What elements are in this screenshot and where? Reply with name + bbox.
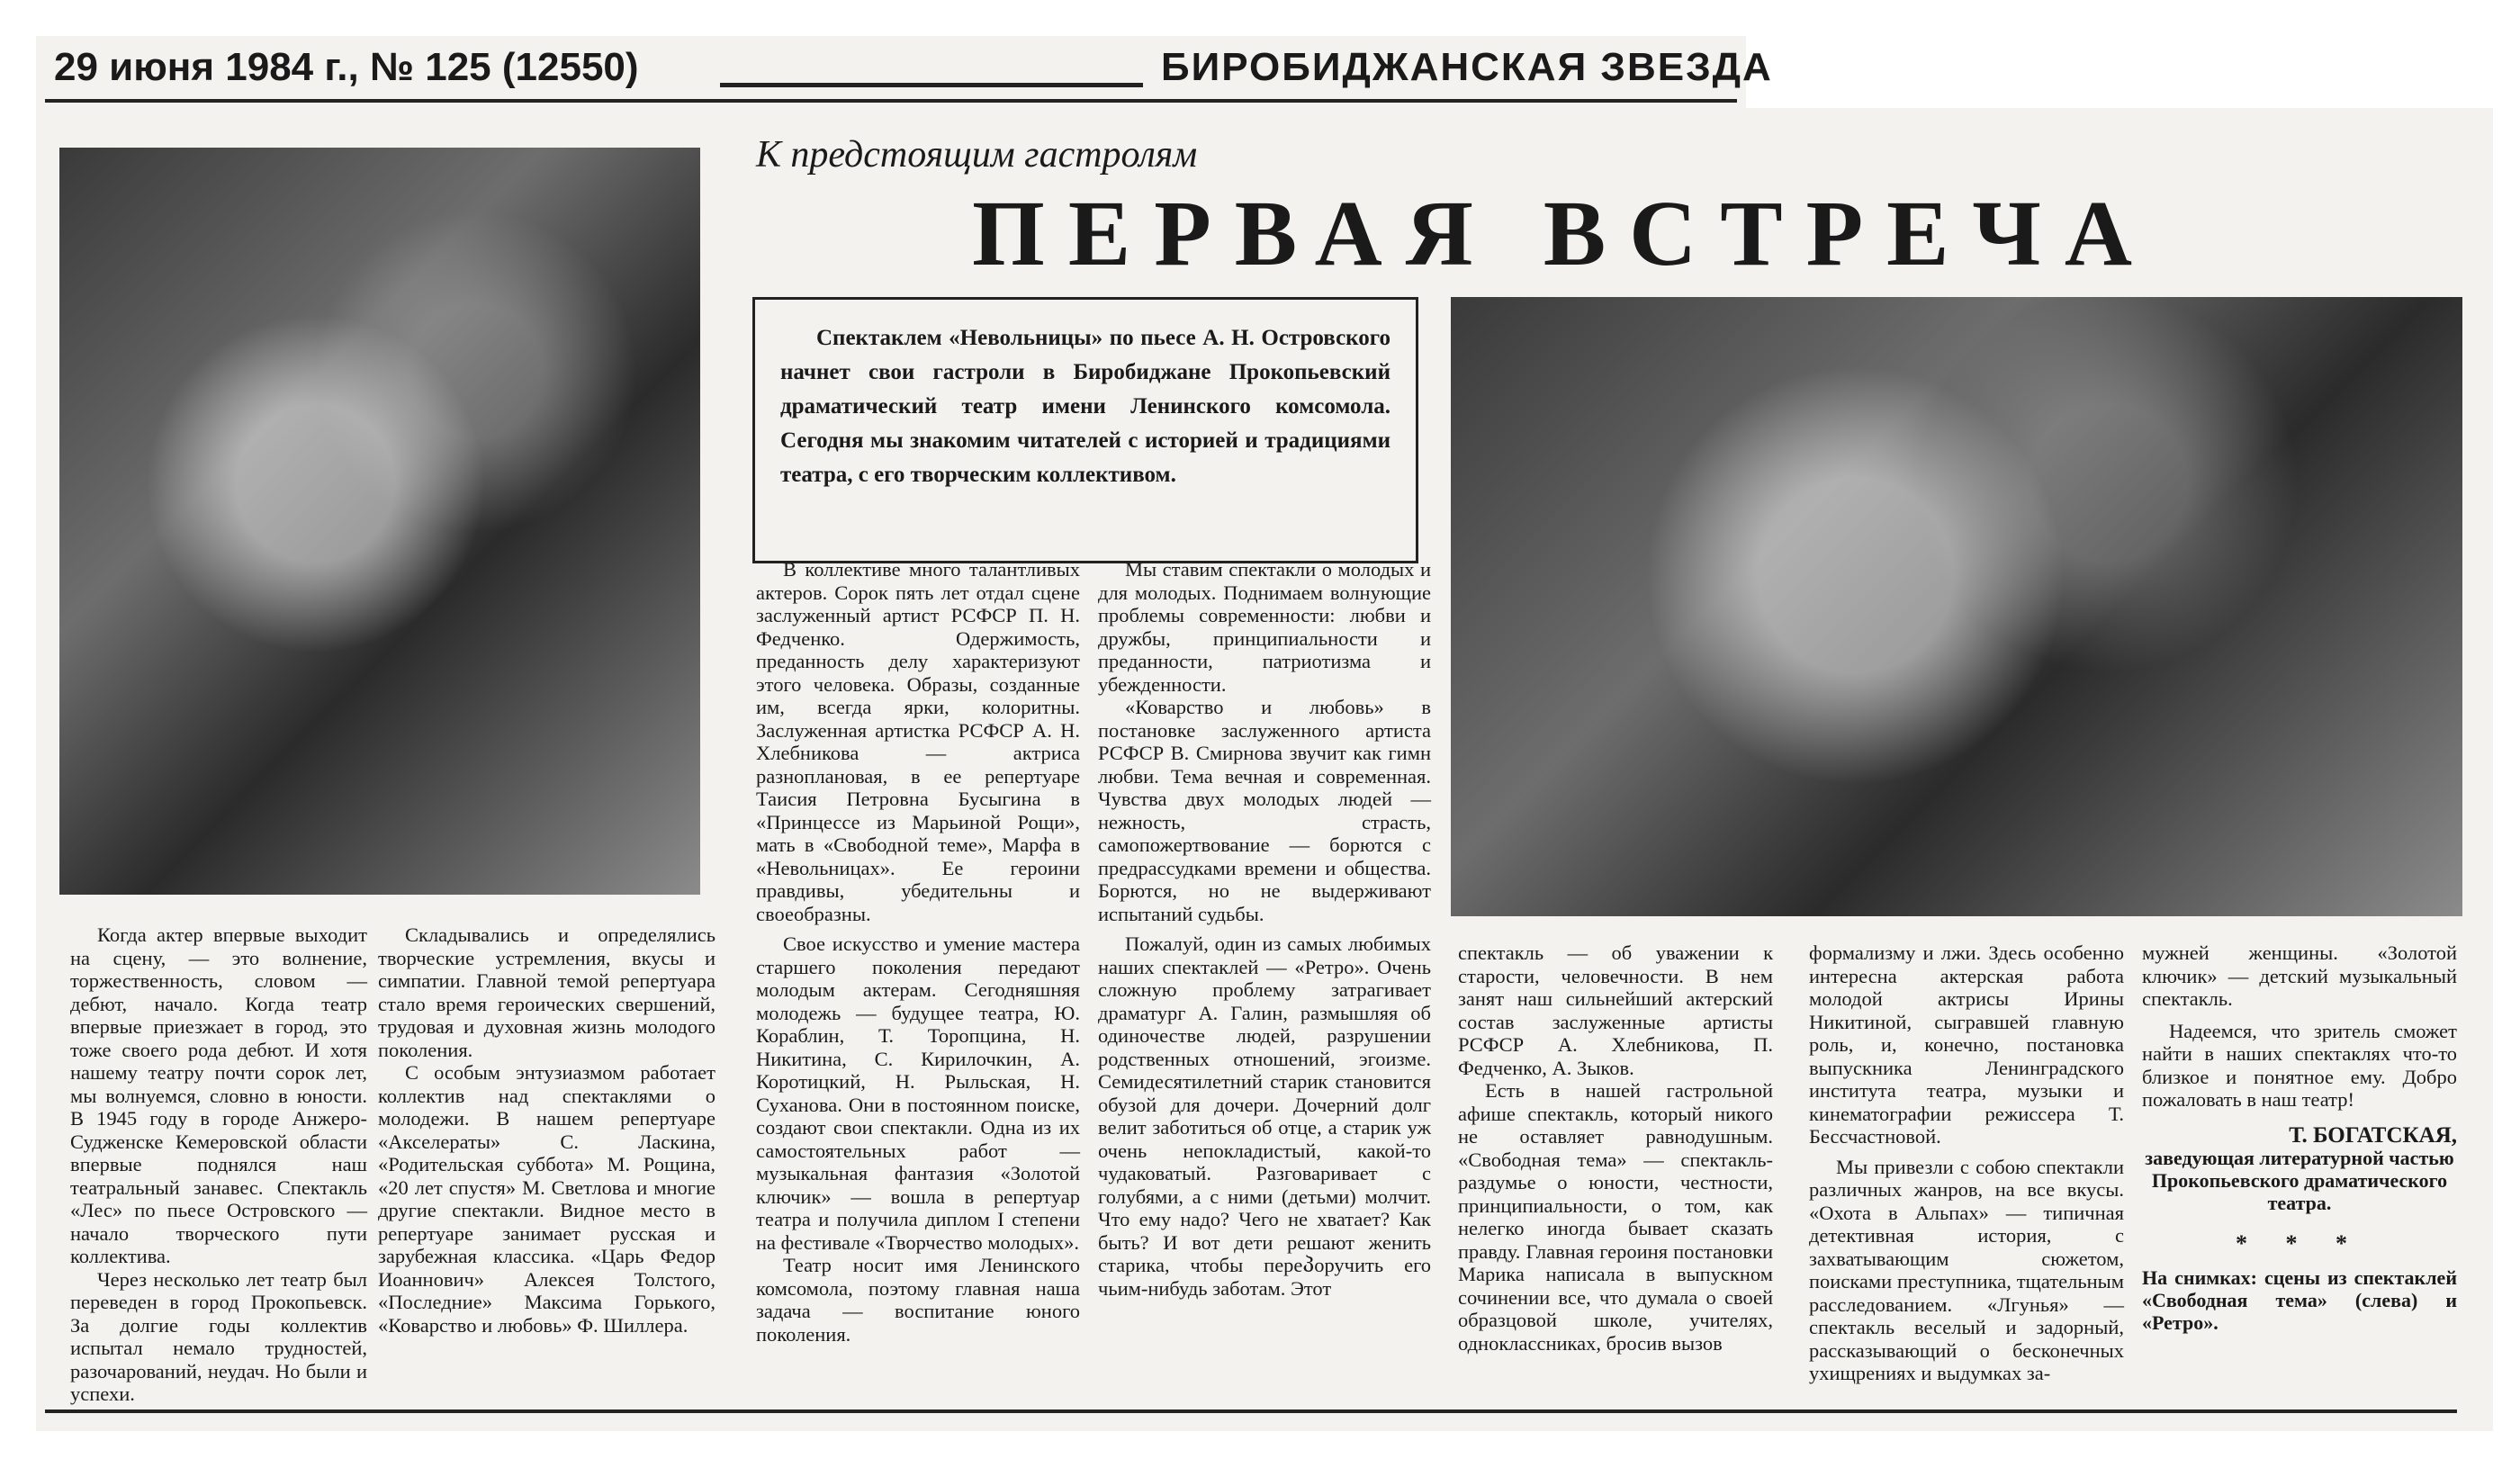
paragraph: Когда актер впервые выходит на сцену, — это волнение, торжественность, словом — дебют, начало. Когда театр впервые приезжает в город, это тоже своего рода дебют. И хотя нашему театру почти сорок лет, мы волнуемся, словно в юности. В 1945 году в городе Анжеро-Судженске Кемеровской области впервые поднялся наш театральный занавес. Спектакль «Лес» по пьесе Островского — начало творческого пути коллектива. (70, 923, 367, 1267)
issue-date: 29 июня 1984 г., № 125 (12550) (54, 45, 639, 89)
text-column-4 (1098, 558, 1431, 1300)
text-column-3 (756, 558, 1080, 1346)
author-signature: Т. БОГАТСКАЯ, (2289, 1122, 2457, 1148)
masthead (54, 40, 1773, 94)
paragraph: С особым энтузиазмом работает коллектив над спектаклями о молодежи. В нашем репертуаре «Акселераты» С. Ласкина, «Родительская суббота» М. Рощина, «20 лет спустя» М. Светлова и многие другие спектакли. Видное место в репертуаре занимает русская и зарубежная классика. «Царь Федор Иоаннович» Алексея Толстого, «Последние» Максима Горького, «Коварство и любовь» Ф. Шиллера. (378, 1061, 716, 1337)
paragraph: Театр носит имя Ленинского комсомола, поэтому главная наша задача — воспитание юного поколения. (756, 1254, 1080, 1346)
bottom-rule (45, 1409, 2457, 1413)
photo-caption: На снимках: сцены из спектаклей «Свободная тема» (слева) и «Ретро». (2142, 1265, 2457, 1334)
paragraph: Через несколько лет театр был переведен в город Прокопьевск. За долгие годы коллектив испытал немало трудностей, разочарований, неудач. Но были и успехи. (70, 1267, 367, 1405)
article-kicker: К предстоящим гастролям (756, 134, 1198, 176)
text-column-7 (2142, 941, 2457, 1334)
paragraph: Складывались и определялись творческие устремления, вкусы и симпатии. Главной темой репертуара стало время героических свершений, трудовая и духовная жизнь молодого поколения. (378, 923, 716, 1061)
text-column-1 (70, 923, 367, 1406)
paragraph: спектакль — об уважении к старости, человечности. В нем занят наш сильнейший актерский состав заслуженные артисты РСФСР А. Хлебникова, П. Федченко, А. Зыков. (1458, 941, 1773, 1079)
paragraph: В коллективе много талантливых актеров. Сорок пять лет отдал сцене заслуженный артист РСФСР П. Н. Федченко. Одержимость, преданность делу характеризуют этого человека. Образы, созданные им, всегда ярки, колоритны. Заслуженная артистка РСФСР А. Н. Хлебникова — актриса разноплановая, в ее репертуаре Таисия Петровна Бусыгина в «Принцессе из Марьиной Рощи», мать в «Свободной теме», Марфа в «Невольницах». Ее героини правдивы, убедительны и своеобразны. (756, 558, 1080, 925)
paragraph: Мы привезли с собою спектакли различных жанров, на все вкусы. «Охота в Альпах» — типичная детективная история, с захватывающим сюжетом, поисками преступника, тщательным расследованием. «Лгунья» — спектакль веселый и задорный, рассказывающий о бесконечных ухищрениях и выдумках за- (1809, 1155, 2124, 1384)
author-position: заведующая литературной частью Прокопьевского драматического театра. (2145, 1147, 2454, 1214)
text-column-6 (1809, 941, 2124, 1385)
paragraph: Пожалуй, один из самых любимых наших спектаклей — «Ретро». Очень сложную проблему затрагивает драматург А. Галин, размышляя об одиночестве людей, разрушении родственных отношений, эгоизме. Семидесятилетний старик становится обузой для дочери. Дочерний долг велит заботиться об отце, а старик уж очень непокладистый, какой-то чудаковатый. Разговаривает с голубями, а с ними (детьми) молчит. Что ему надо? Чего не хватает? Как быть? И вот дети решают женить старика, чтобы переპоручить его чьим-нибудь заботам. Этот (1098, 932, 1431, 1300)
photo-svobodnaya-tema (59, 148, 700, 895)
masthead-underline (45, 99, 1737, 103)
paragraph: Свое искусство и умение мастера старшего поколения передают молодым актерам. Сегодняшняя молодежь — будущее театра, Ю. Кораблин, Т. Торопцина, Н. Никитина, С. Кирилочкин, А. Коротицкий, Н. Рыльская, Н. Суханова. Они в постоянном поиске, создают свои спектакли. Одна из их самостоятельных работ — музыкальная фантазия «Золотой ключик» — вошла в репертуар театра и получила диплом I степени на фестивале «Творчество молодых». (756, 932, 1080, 1254)
paragraph: «Коварство и любовь» в постановке заслуженного артиста РСФСР В. Смирнова звучит как гимн любви. Тема вечная и современная. Чувства двух молодых людей — нежность, страсть, самопожертвование — борются с предрассудками времени и общества. Борются, но не выдерживают испытаний судьбы. (1098, 696, 1431, 925)
text-column-5 (1458, 941, 1773, 1355)
paragraph: Есть в нашей гастрольной афише спектакль, который никого не оставляет равнодушным. «Свободная тема» — спектакль-раздумье о юности, честности, принципиальности, о том, как нелегко иногда бывает сказать правду. Главная героиня постановки Марика написала в выпускном сочинении все, что думала о своей образцовой школе, учителях, одноклассниках, бросив вызов (1458, 1079, 1773, 1355)
paragraph: Надеемся, что зритель сможет найти в наших спектаклях что-то близкое и понятное ему. Добро пожаловать в наш театр! (2142, 1019, 2457, 1111)
paragraph: формализму и лжи. Здесь особенно интересна актерская работа молодой актрисы Ирины Никитиной, сыгравшей главную роль, и, конечно, постановка выпускника Ленинградского института театра, музыки и кинематографии режиссера Т. Бессчастновой. (1809, 941, 2124, 1148)
article-lead: Спектаклем «Невольницы» по пьесе А. Н. Островского начнет свои гастроли в Биробиджане Прокопьевский драматический театр имени Ленинского комсомола. Сегодня мы знакомим читателей с историей и традициями театра, с его творческим коллективом. (752, 297, 1418, 563)
paragraph: мужней женщины. «Золотой ключик» — детский музыкальный спектакль. (2142, 941, 2457, 1010)
newspaper-name: БИРОБИДЖАНСКАЯ ЗВЕЗДА (1161, 45, 1773, 89)
article-headline: ПЕРВАЯ ВСТРЕЧА (972, 182, 2156, 285)
paragraph: Мы ставим спектакли о молодых и для молодых. Поднимаем волнующие проблемы современности: любви и дружбы, принципиальности и преданности, патриотизма и убежденности. (1098, 558, 1431, 696)
masthead-rule (720, 83, 1143, 87)
stars-divider: * * * (2236, 1230, 2363, 1256)
photo-retro (1451, 297, 2462, 916)
text-column-2 (378, 923, 716, 1337)
